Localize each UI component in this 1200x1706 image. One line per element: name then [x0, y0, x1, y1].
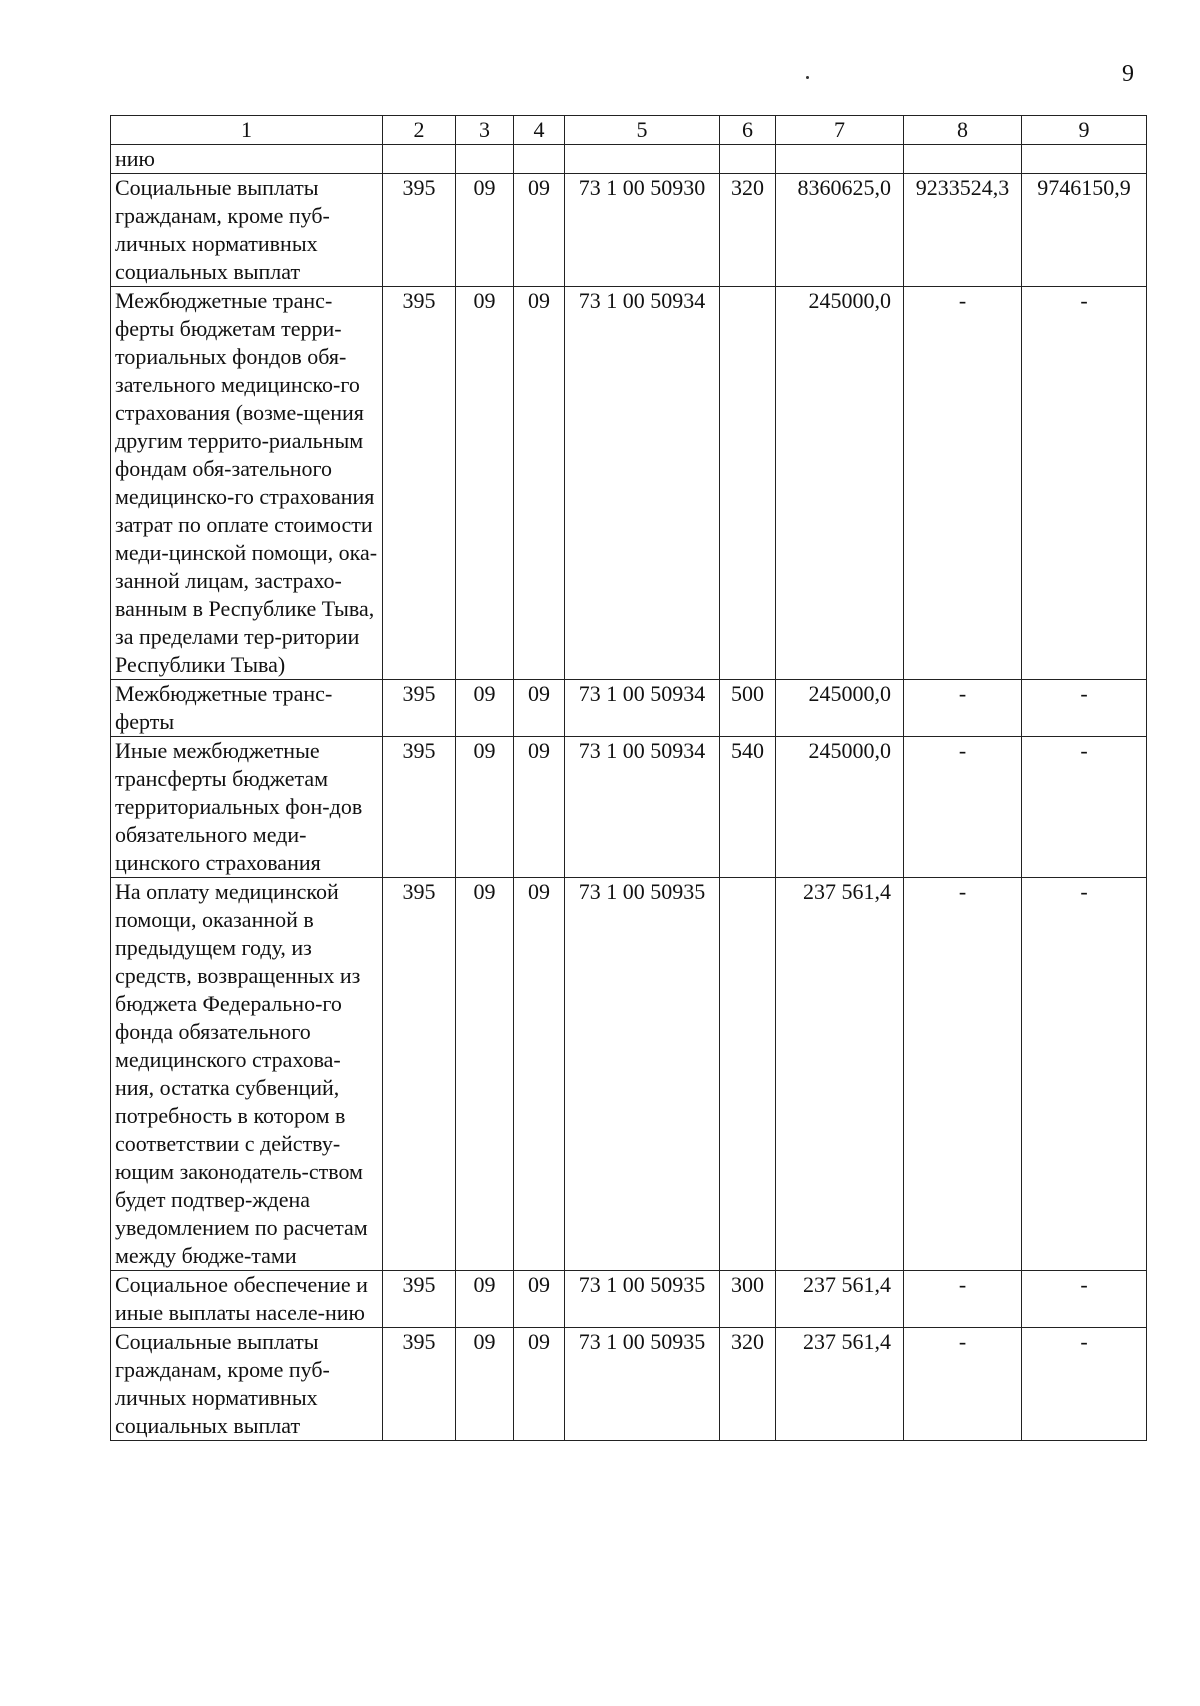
row-rz: 09 [456, 287, 514, 680]
row-pr: 09 [514, 737, 565, 878]
row-csr: 73 1 00 50934 [565, 680, 720, 737]
row-year-2: - [904, 1328, 1022, 1441]
row-rz [456, 145, 514, 174]
budget-table [110, 115, 1147, 1441]
row-rz: 09 [456, 1328, 514, 1441]
table-row [111, 174, 1147, 287]
row-csr: 73 1 00 50930 [565, 174, 720, 287]
header-col-5: 5 [565, 116, 720, 145]
table-row [111, 145, 1147, 174]
row-csr: 73 1 00 50934 [565, 737, 720, 878]
header-col-1: 1 [111, 116, 383, 145]
row-pr: 09 [514, 1328, 565, 1441]
table-row [111, 287, 1147, 680]
header-col-4: 4 [514, 116, 565, 145]
row-vr: 300 [720, 1271, 776, 1328]
row-csr [565, 145, 720, 174]
row-description: Межбюджетные транс-ферты [111, 680, 383, 737]
row-csr: 73 1 00 50934 [565, 287, 720, 680]
row-gr: 395 [383, 680, 456, 737]
row-csr: 73 1 00 50935 [565, 1271, 720, 1328]
table-row [111, 680, 1147, 737]
row-description: Социальные выплаты гражданам, кроме пуб-личных нормативных социальных выплат [111, 1328, 383, 1441]
row-pr: 09 [514, 680, 565, 737]
row-description: нию [111, 145, 383, 174]
row-vr: 500 [720, 680, 776, 737]
table-header [111, 116, 1147, 145]
row-year-1: 245000,0 [776, 737, 904, 878]
table-row [111, 1271, 1147, 1328]
row-year-2 [904, 145, 1022, 174]
row-csr: 73 1 00 50935 [565, 878, 720, 1271]
row-year-3: - [1022, 1328, 1147, 1441]
row-year-2: - [904, 287, 1022, 680]
row-pr: 09 [514, 1271, 565, 1328]
row-pr [514, 145, 565, 174]
row-year-2: - [904, 878, 1022, 1271]
row-rz: 09 [456, 680, 514, 737]
row-vr [720, 878, 776, 1271]
row-year-2: - [904, 680, 1022, 737]
row-year-3: - [1022, 737, 1147, 878]
row-pr: 09 [514, 878, 565, 1271]
row-gr: 395 [383, 174, 456, 287]
row-gr: 395 [383, 287, 456, 680]
row-rz: 09 [456, 737, 514, 878]
row-description: Социальное обеспечение и иные выплаты населе-нию [111, 1271, 383, 1328]
row-year-3: - [1022, 680, 1147, 737]
header-row [111, 116, 1147, 145]
row-pr: 09 [514, 174, 565, 287]
header-col-9: 9 [1022, 116, 1147, 145]
row-year-1: 245000,0 [776, 287, 904, 680]
row-rz: 09 [456, 1271, 514, 1328]
row-csr: 73 1 00 50935 [565, 1328, 720, 1441]
row-description: Межбюджетные транс-ферты бюджетам терри-ториальных фондов обя-зательного медицинско-го страхования (возме-щения другим террито-риальным фондам обя-зательного медицинско-го страхования затрат по оплате стоимости меди-цинской помощи, ока-занной лицам, застрахо-ванным в Республике Тыва, за пределами тер-ритории Республики Тыва) [111, 287, 383, 680]
row-year-2: 9233524,3 [904, 174, 1022, 287]
row-pr: 09 [514, 287, 565, 680]
row-year-3: - [1022, 287, 1147, 680]
row-rz: 09 [456, 878, 514, 1271]
header-col-7: 7 [776, 116, 904, 145]
row-year-1: 245000,0 [776, 680, 904, 737]
row-vr: 540 [720, 737, 776, 878]
page-number: 9 [1122, 61, 1134, 87]
row-year-2: - [904, 737, 1022, 878]
row-gr: 395 [383, 878, 456, 1271]
table-row [111, 1328, 1147, 1441]
header-col-6: 6 [720, 116, 776, 145]
row-year-3: 9746150,9 [1022, 174, 1147, 287]
table-body [111, 145, 1147, 1441]
row-vr: 320 [720, 174, 776, 287]
row-vr [720, 287, 776, 680]
row-year-1 [776, 145, 904, 174]
header-col-3: 3 [456, 116, 514, 145]
row-year-1: 8360625,0 [776, 174, 904, 287]
row-gr [383, 145, 456, 174]
row-vr [720, 145, 776, 174]
row-description: На оплату медицинской помощи, оказанной в предыдущем году, из средств, возвращенных из бюджета Федерально-го фонда обязательного медицинского страхова-ния, остатка субвенций, потребность в котором в соответствии с действу-ющим законодатель-ством будет подтвер-ждена уведомлением по расчетам между бюдже-тами [111, 878, 383, 1271]
row-description: Социальные выплаты гражданам, кроме пуб-личных нормативных социальных выплат [111, 174, 383, 287]
scan-speck [806, 76, 809, 79]
row-rz: 09 [456, 174, 514, 287]
table-row [111, 737, 1147, 878]
row-year-2: - [904, 1271, 1022, 1328]
row-year-1: 237 561,4 [776, 1328, 904, 1441]
header-col-2: 2 [383, 116, 456, 145]
row-gr: 395 [383, 737, 456, 878]
row-gr: 395 [383, 1271, 456, 1328]
row-gr: 395 [383, 1328, 456, 1441]
header-col-8: 8 [904, 116, 1022, 145]
table-row [111, 878, 1147, 1271]
row-year-3 [1022, 145, 1147, 174]
row-year-3: - [1022, 1271, 1147, 1328]
row-year-1: 237 561,4 [776, 1271, 904, 1328]
row-year-3: - [1022, 878, 1147, 1271]
row-year-1: 237 561,4 [776, 878, 904, 1271]
row-description: Иные межбюджетные трансферты бюджетам территориальных фон-дов обязательного меди-цинского страхования [111, 737, 383, 878]
row-vr: 320 [720, 1328, 776, 1441]
